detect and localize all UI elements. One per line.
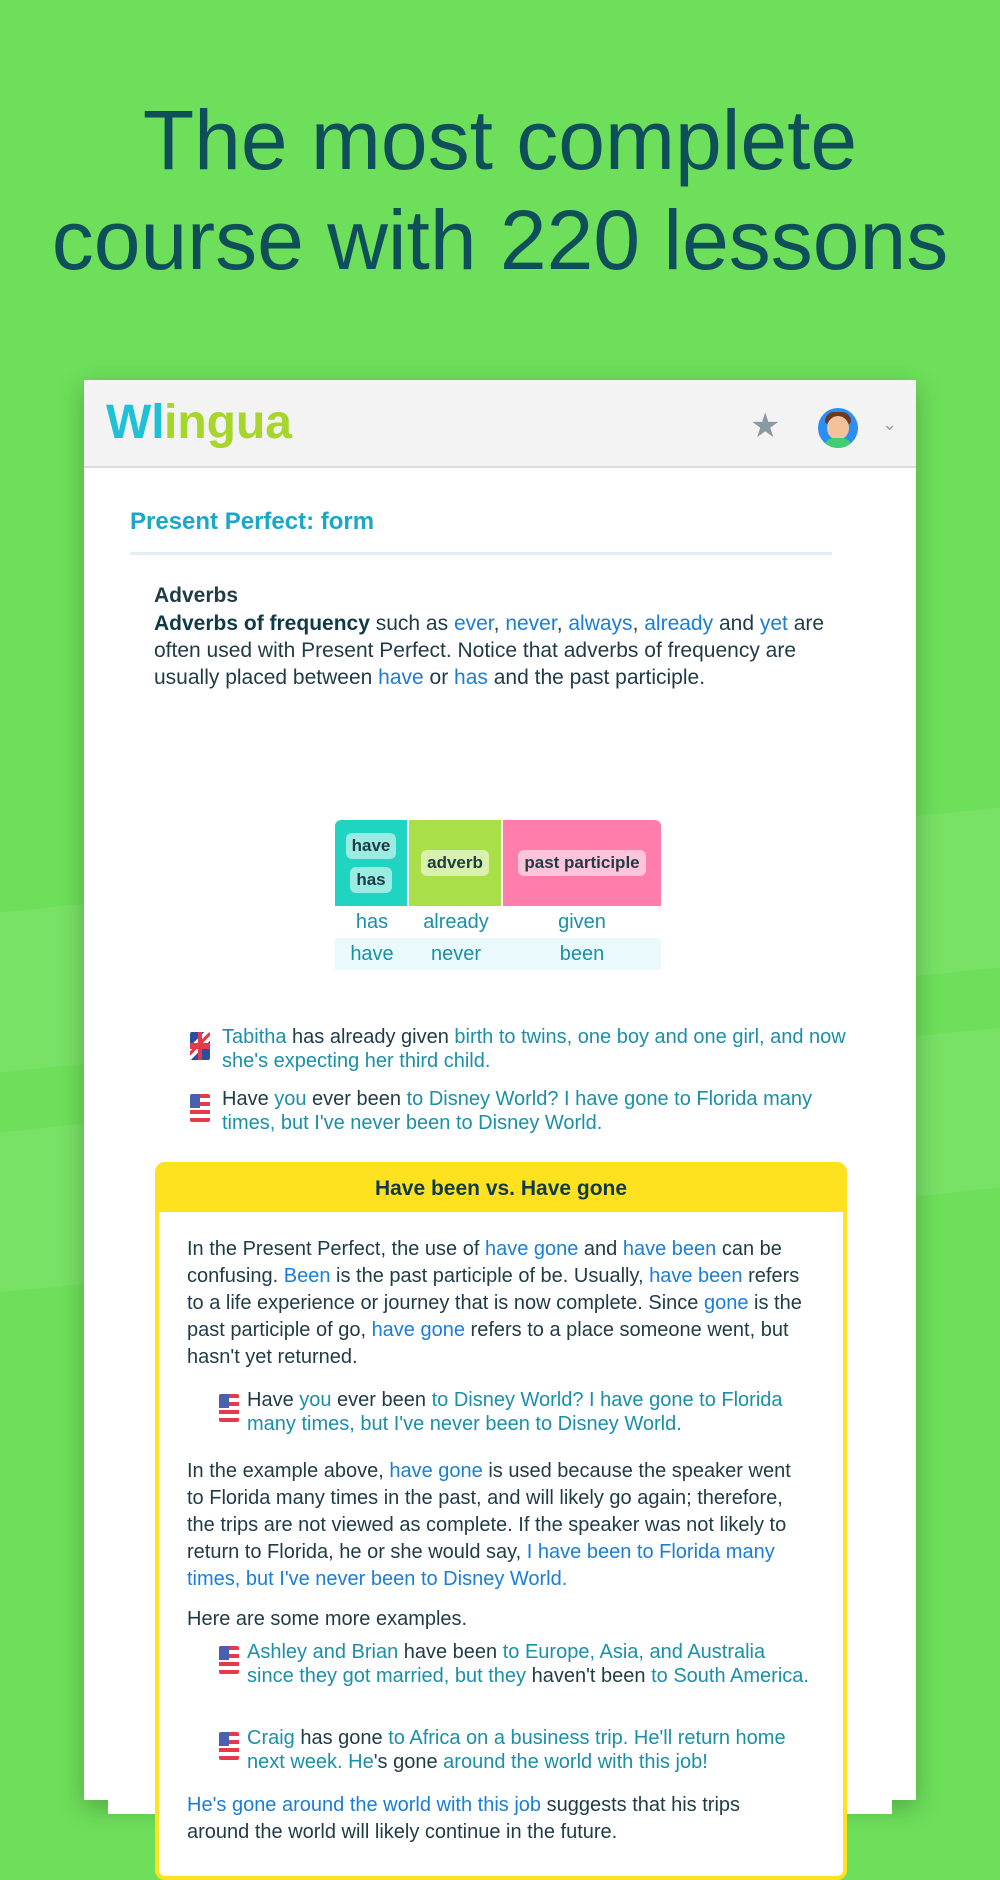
header-subject-verb: have has <box>335 820 407 906</box>
us-flag-icon[interactable] <box>190 1094 210 1122</box>
note-paragraph: In the Present Perfect, the use of have gone and have been can be confusing. Been is the past participle of be. Usually, have been refers to a life experience or journey that is now complete. Since gone is the past participle of go, have gone refers to a place someone went, but hasn't yet returned. <box>187 1238 802 1368</box>
wlingua-logo-mark <box>106 394 306 454</box>
keyword: never <box>505 612 557 635</box>
app-header <box>84 380 916 468</box>
headline-line-2: course with 220 lessons <box>51 193 949 287</box>
intro-paragraph: Adverbs of frequency such as ever, never, always, already and yet are often used with Present Perfect. Notice that adverbs of frequency are usually placed between have or has and the past participle. <box>154 612 825 689</box>
chevron-down-icon[interactable]: ⌄ <box>882 414 898 434</box>
lesson-title: Present Perfect: form <box>130 508 375 535</box>
svg-text:ingua: ingua <box>164 396 292 449</box>
us-flag-icon[interactable] <box>219 1394 239 1422</box>
title-divider <box>130 552 832 555</box>
avatar-icon[interactable] <box>818 408 858 448</box>
us-flag-icon[interactable] <box>219 1646 239 1674</box>
header-adverb: adverb <box>409 820 501 906</box>
note-paragraph: He's gone around the world with this job suggests that his trips around the world will likely continue in the future. <box>187 1794 741 1843</box>
keyword: yet <box>759 612 788 635</box>
headline-line-1: The most complete <box>142 93 858 187</box>
example-sentence[interactable]: Have you ever been to Disney World? I have gone to Florida many times, but I've never been to Disney World. <box>222 1088 812 1134</box>
note-title: Have been vs. Have gone <box>159 1166 843 1212</box>
star-icon[interactable]: ★ <box>750 407 781 445</box>
example-sentence[interactable]: Tabitha has already given birth to twins, one boy and one girl, and now she's expecting her third child. <box>222 1026 846 1072</box>
wlingua-logo[interactable] <box>106 394 306 466</box>
keyword: have <box>378 666 424 689</box>
section-heading: Adverbs <box>154 584 239 607</box>
us-flag-icon[interactable] <box>219 1732 239 1760</box>
table-row: has already given <box>355 910 606 933</box>
example-sentence[interactable]: Ashley and Brian have been to Europe, Asia, and Australia since they got married, but they haven't been to South America. <box>247 1641 809 1687</box>
grammar-table-header <box>335 820 661 906</box>
intro-lead: Adverbs of frequency <box>154 612 370 635</box>
svg-text:Wl: Wl <box>106 396 165 449</box>
keyword: ever <box>453 612 494 635</box>
header-past-participle: past participle <box>503 820 661 906</box>
keyword: always <box>568 612 633 635</box>
lesson-sheet <box>108 484 892 1843</box>
promo-headline <box>0 90 1000 290</box>
keyword: has <box>454 666 488 689</box>
note-box <box>155 1162 847 1880</box>
example-sentence[interactable]: Craig has gone to Africa on a business trip. He'll return home next week. He's gone around the world with this job! <box>247 1727 786 1773</box>
grammar-table <box>335 820 661 970</box>
keyword: already <box>644 612 714 635</box>
note-paragraph: In the example above, have gone is used because the speaker went to Florida many times in the past, and will likely go again; therefore, the trips are not viewed as complete. If the speaker was not likely to return to Florida, he or she would say, I have been to Florida many times, but I've never been to Disney World. <box>187 1460 791 1590</box>
uk-flag-icon[interactable] <box>190 1032 210 1060</box>
table-row: have never been <box>335 938 661 970</box>
app-window <box>84 380 916 1843</box>
example-sentence[interactable]: Have you ever been to Disney World? I have gone to Florida many times, but I've never been to Disney World. <box>247 1389 783 1435</box>
note-paragraph: Here are some more examples. <box>187 1608 468 1630</box>
